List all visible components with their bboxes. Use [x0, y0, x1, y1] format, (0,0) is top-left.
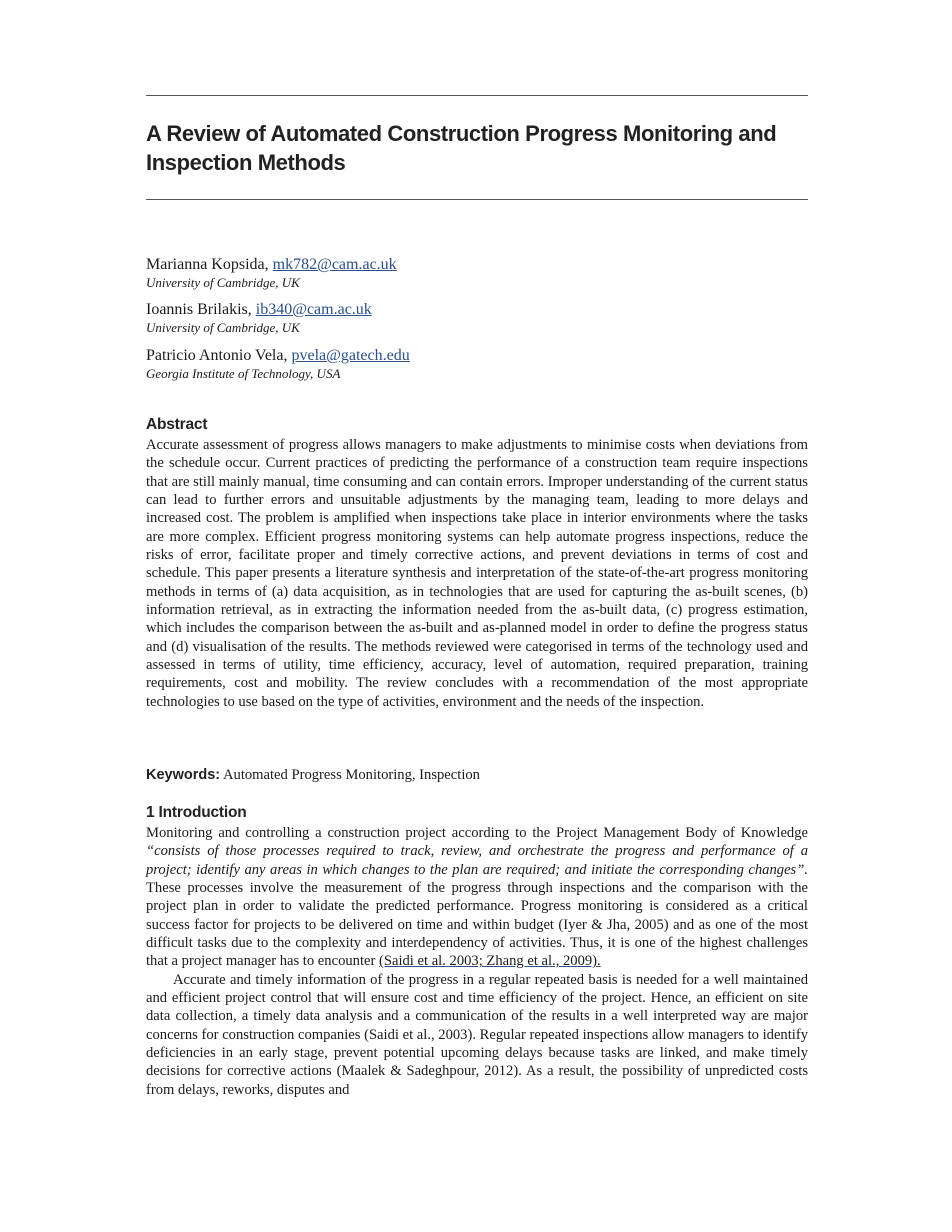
intro-paragraph-1 — [146, 824, 808, 971]
author-name: Patricio Antonio Vela, — [146, 347, 292, 364]
author-email-link[interactable]: ib340@cam.ac.uk — [255, 301, 372, 318]
author-affiliation: University of Cambridge, UK — [146, 275, 300, 290]
author-3 — [146, 346, 808, 382]
author-name: Marianna Kopsida, — [146, 256, 273, 273]
intro-paragraph-2: Accurate and timely information of the progress in a regular repeated basis is needed for a well maintained and efficient project control that will ensure cost and time efficiency of the project. Hence, an efficient on site data collection, a timely data analysis and a communication of the results in a well interpreted way are major concerns for construction companies (Saidi et al., 2003). Regular repeated inspections allow managers to identify deficiencies in an early stage, prevent potential upcoming delays because tasks are linked, and make timely decisions for corrective actions (Maalek & Sadeghpour, 2012). As a result, the possibility of unpredicted costs from delays, reworks, disputes and — [146, 971, 808, 1098]
intro-text: These processes involve the measurement of the progress through inspections and the comparison with the project plan in order to validate the predicted performance. Progress monitoring is considered as a critical success factor for projects to be delivered on time and within budget (Iyer & Jha, 2005) and as one of the most difficult tasks due to the complexity and interdependency of activities. Thus, it is one of the highest challenges that a project manager has to encounter — [146, 880, 808, 970]
abstract-text: Accurate assessment of progress allows managers to make adjustments to minimise costs when deviations from the schedule occur. Current practices of predicting the performance of a construction team require inspections that are still mainly manual, time consuming and can contain errors. Improper understanding of the current status can lead to further errors and unsuitable adjustments by the managing team, leading to more delays and increased cost. The problem is amplified when inspections take place in interior environments where the tasks are more complex. Efficient progress monitoring systems can help automate progress inspections, reduce the risks of error, facilitate proper and timely corrective actions, and prevent deviations in terms of cost and schedule. This paper presents a literature synthesis and interpretation of the state-of-the-art progress monitoring methods in terms of (a) data acquisition, as in technologies that are used for capturing the as-built scenes, (b) information retrieval, as in extracting the information needed from the as-built data, (c) progress estimation, which includes the comparison between the as-built and as-planned model in order to define the progress status and (d) visualisation of the results. The methods reviewed were categorised in terms of the technology used and assessed in terms of utility, time efficiency, accuracy, level of automation, required preparation, training requirements, cost and mobility. The review concludes with a recommendation of the most appropriate technologies to use based on the type of activities, environment and the needs of the inspection. — [146, 437, 808, 710]
top-rule — [146, 95, 808, 96]
author-name: Ioannis Brilakis, — [146, 301, 256, 318]
author-email-link[interactable]: pvela@gatech.edu — [291, 347, 410, 364]
author-affiliation: University of Cambridge, UK — [146, 320, 300, 335]
paper-title: A Review of Automated Construction Progress Monitoring and Inspection Methods — [146, 121, 777, 175]
introduction-body — [146, 824, 808, 1099]
keywords-text: Automated Progress Monitoring, Inspection — [220, 767, 480, 783]
author-email-link[interactable]: mk782@cam.ac.uk — [272, 256, 397, 273]
keywords-label: Keywords: — [146, 767, 221, 783]
author-1 — [146, 255, 808, 291]
intro-text: Monitoring and controlling a construction project according to the Project Management Body of Knowledge — [146, 825, 808, 841]
abstract-heading: Abstract — [146, 416, 208, 433]
author-2 — [146, 300, 808, 336]
section-heading-introduction: 1 Introduction — [146, 804, 247, 821]
pmbok-quote: “consists of those processes required to track, review, and orchestrate the progress and performance of a project; identify any areas in which changes to the plan are required; and initiate the corresponding changes”. — [146, 843, 808, 878]
title-bottom-rule — [146, 199, 808, 200]
keywords — [146, 766, 808, 784]
abstract-body — [146, 436, 808, 711]
author-affiliation: Georgia Institute of Technology, USA — [146, 366, 341, 381]
citation-link[interactable]: (Saidi et al. 2003; Zhang et al., 2009). — [379, 953, 601, 970]
